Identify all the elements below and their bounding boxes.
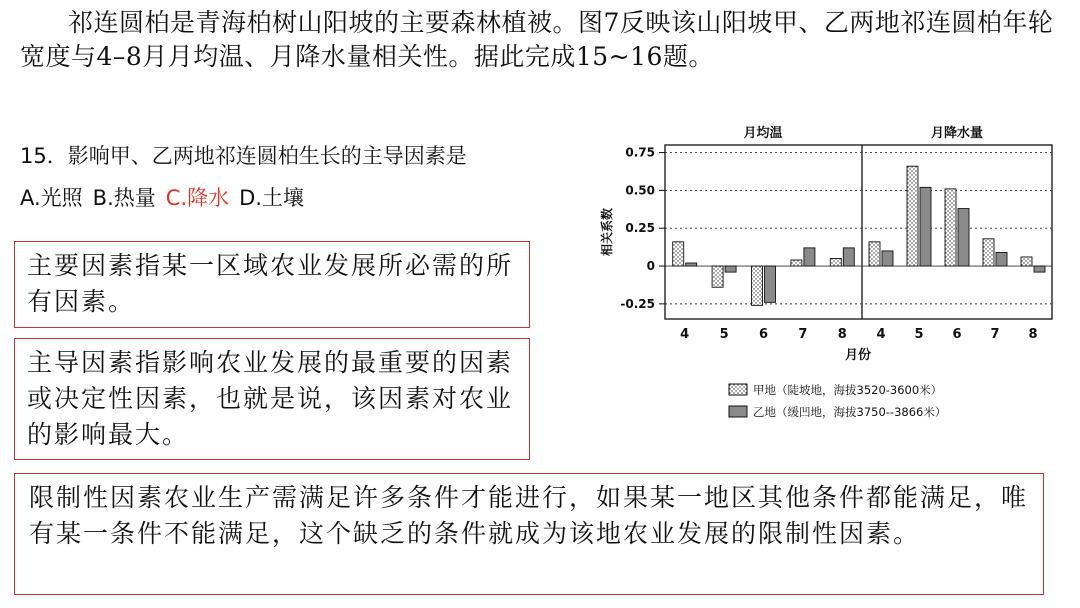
bar-p0-s0-m5 <box>712 266 723 287</box>
legend-label-jia: 甲地（陡坡地，海拔3520-3600米） <box>753 383 943 397</box>
x-tick-label: 5 <box>914 327 924 342</box>
bar-p0-s1-m5 <box>725 266 736 272</box>
x-tick-label: 8 <box>837 327 847 342</box>
bar-p1-s0-m8 <box>1021 257 1032 266</box>
legend-label-yi: 乙地（缓凹地，海拔3750--3866米） <box>753 405 947 419</box>
bar-p1-s1-m4 <box>882 251 893 266</box>
note-limiting-factor: 限制性因素农业生产需满足许多条件才能进行，如果某一地区其他条件都能满足，唯有某一条件不能满足，这个缺乏的条件就成为该地农业发展的限制性因素。 <box>14 473 1044 595</box>
x-tick-label: 6 <box>758 327 769 342</box>
bar-p1-s0-m6 <box>945 189 956 266</box>
x-tick-label: 7 <box>990 327 1000 342</box>
bar-p1-s0-m4 <box>869 242 880 266</box>
question-stem: 15．影响甲、乙两地祁连圆柏生长的主导因素是 <box>20 144 467 168</box>
answer-options <box>20 183 304 213</box>
y-tick-label: 0.25 <box>625 221 655 236</box>
x-tick-label: 6 <box>952 327 962 342</box>
bar-p0-s1-m7 <box>804 248 815 266</box>
option-c-answer: C.降水 <box>165 186 230 210</box>
bar-p1-s0-m7 <box>983 239 994 266</box>
bar-p1-s0-m5 <box>907 166 918 266</box>
option-b: B.热量 <box>92 186 156 210</box>
intro-paragraph: 祁连圆柏是青海柏树山阳坡的主要森林植被。图7反映该山阳坡甲、乙两地祁连圆柏年轮宽度与4–8月月均温、月降水量相关性。据此完成15~16题。 <box>20 8 1054 71</box>
note-main-factor: 主要因素指某一区域农业发展所必需的所有因素。 <box>14 241 530 328</box>
panel-title-temperature: 月均温 <box>743 126 783 141</box>
bar-p0-s0-m8 <box>830 258 841 266</box>
bar-p0-s1-m4 <box>686 263 697 266</box>
panel-title-precipitation: 月降水量 <box>930 126 984 141</box>
x-tick-label: 4 <box>876 327 886 342</box>
option-a: A.光照 <box>20 186 83 210</box>
legend <box>729 383 946 419</box>
bar-p1-s1-m6 <box>958 209 969 266</box>
y-tick-label: 0 <box>646 259 655 274</box>
bar-p0-s1-m8 <box>843 248 854 266</box>
correlation-chart <box>595 118 1065 428</box>
plot-frame <box>665 145 1052 319</box>
note-dominant-factor: 主导因素指影响农业发展的最重要的因素或决定性因素，也就是说，该因素对农业的影响最大。 <box>14 338 530 460</box>
x-tick-label: 5 <box>719 327 729 342</box>
option-d: D.土壤 <box>239 186 304 210</box>
bar-p1-s1-m5 <box>920 187 931 266</box>
y-axis-label: 相关系数 <box>600 207 614 257</box>
bar-p0-s1-m6 <box>765 266 776 302</box>
x-tick-label: 7 <box>798 327 808 342</box>
legend-swatch-jia <box>729 384 747 395</box>
bar-p1-s1-m7 <box>996 252 1007 266</box>
x-axis-label: 月份 <box>844 348 872 363</box>
x-tick-label: 8 <box>1028 327 1038 342</box>
bar-p0-s0-m4 <box>673 242 684 266</box>
legend-swatch-yi <box>729 406 747 417</box>
x-tick-label: 4 <box>680 327 690 342</box>
y-tick-label: 0.75 <box>625 145 655 160</box>
bar-p1-s1-m8 <box>1034 266 1045 272</box>
bar-p0-s0-m7 <box>791 260 802 266</box>
bar-p0-s0-m6 <box>752 266 763 305</box>
y-tick-label: 0.50 <box>625 183 655 198</box>
y-tick-label: -0.25 <box>620 296 655 311</box>
